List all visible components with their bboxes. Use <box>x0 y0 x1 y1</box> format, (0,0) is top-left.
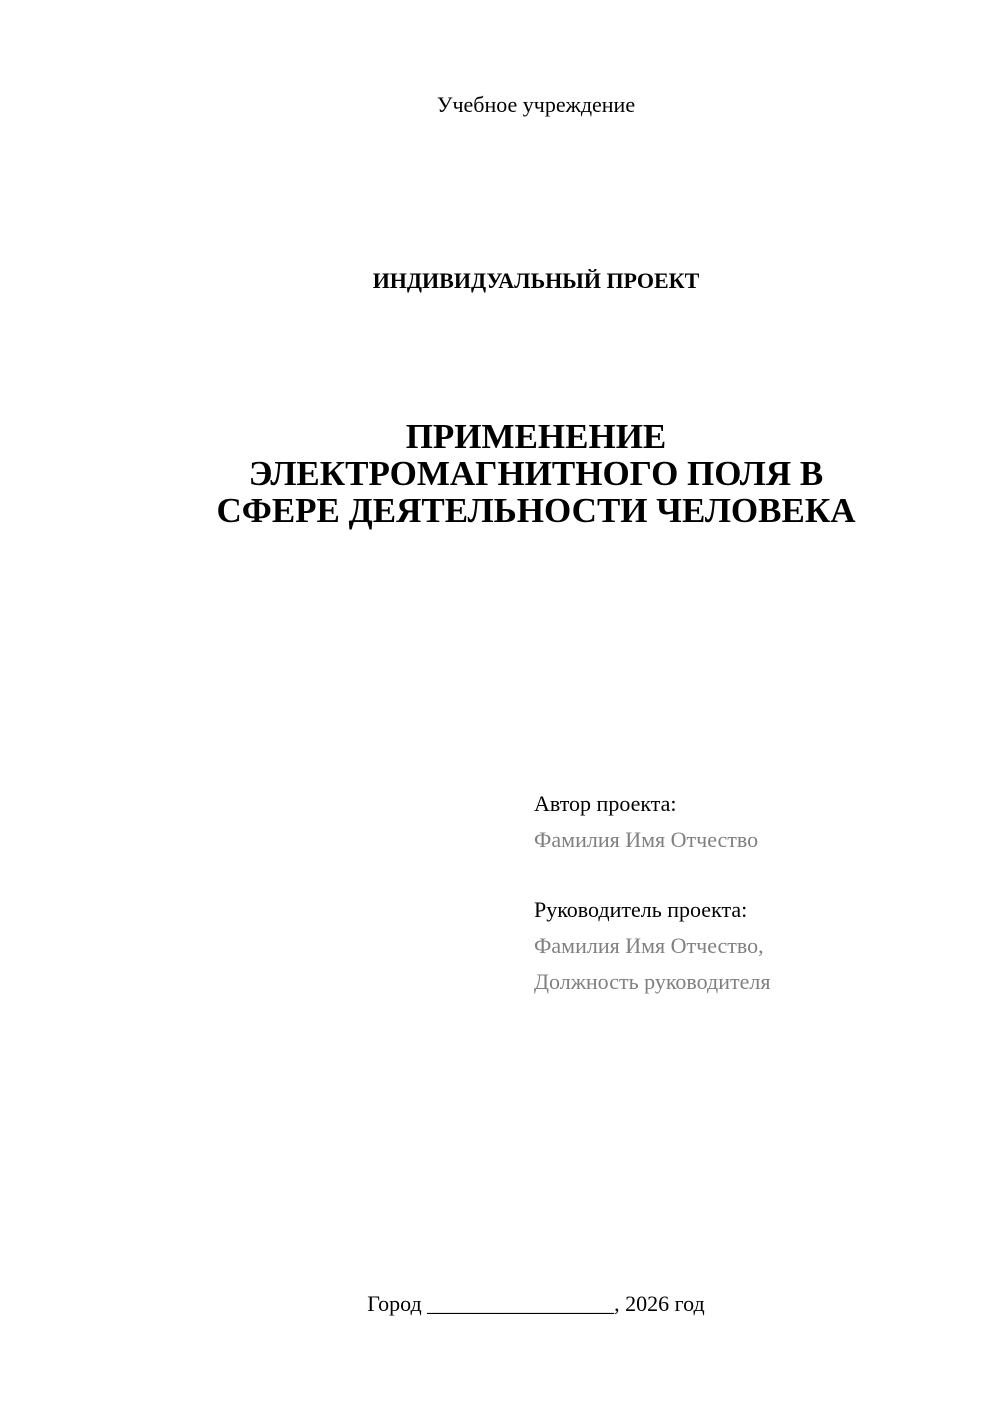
project-title-line-2: ЭЛЕКТРОМАГНИТНОГО ПОЛЯ В <box>248 454 824 493</box>
authors-block <box>534 786 770 1000</box>
project-type-heading: ИНДИВИДУАЛЬНЫЙ ПРОЕКТ <box>372 268 700 293</box>
project-title <box>0 418 1000 529</box>
supervisor-label: Руководитель проекта: <box>534 897 748 922</box>
authors-spacer <box>534 858 770 892</box>
supervisor-position: Должность руководителя <box>534 969 771 994</box>
author-name: Фамилия Имя Отчество <box>534 827 759 852</box>
project-title-line-3: СФЕРЕ ДЕЯТЕЛЬНОСТИ ЧЕЛОВЕКА <box>216 491 856 530</box>
institution-name: Учебное учреждение <box>436 92 636 117</box>
city-year-line: Город _________________, 2026 год <box>367 1291 705 1316</box>
project-title-line-1: ПРИМЕНЕНИЕ <box>405 417 667 456</box>
supervisor-name: Фамилия Имя Отчество, <box>534 933 764 958</box>
author-label: Автор проекта: <box>534 791 677 816</box>
